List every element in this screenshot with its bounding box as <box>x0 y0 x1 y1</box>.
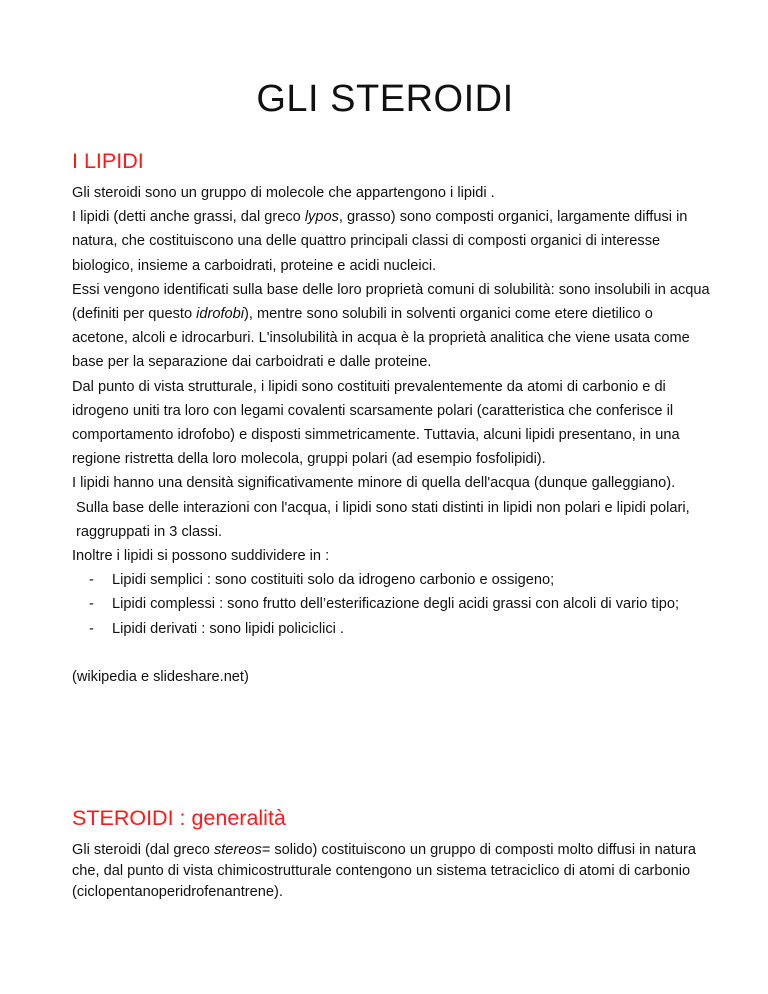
list-item-text: Lipidi complessi : sono frutto dell’esterificazione degli acidi grassi con alcoli di vario tipo; <box>112 596 680 613</box>
paragraph <box>72 278 712 375</box>
list-item-text: Lipidi semplici : sono costituiti solo da idrogeno carbonio e ossigeno; <box>112 572 555 589</box>
text-run: = solido) costituiscono un gruppo di composti molto diffusi in natura che, dal punto di vista chimicostrutturale contengono un sistema tetraciclico di atomi di carbonio (ciclopentanoperidrofenantrene). <box>72 842 696 900</box>
document-title: GLI STEROIDI <box>256 78 514 120</box>
italic-term: stereos <box>213 842 262 858</box>
list-dash: - <box>89 572 94 589</box>
list-dash: - <box>89 596 94 613</box>
text-run: I lipidi (detti anche grassi, dal greco <box>72 209 305 226</box>
list-dash: - <box>89 620 94 637</box>
text-run: ), mentre sono solubili in solventi organici come etere dietilico o acetone, alcoli e idrocarburi. L'insolubilità in acqua è la proprietà analitica che viene usata come base per la separazione dai carboidrati e dalle proteine. <box>72 306 690 371</box>
list-item <box>72 617 712 641</box>
section-heading-steroidi: STEROIDI : generalità <box>72 806 286 830</box>
paragraph: I lipidi hanno una densità significativamente minore di quella dell'acqua (dunque galleggiano). <box>72 475 676 492</box>
section-body-lipidi <box>72 181 712 689</box>
spacer <box>72 641 712 665</box>
text-run: Essi vengono identificati sulla base delle loro proprietà comuni di solubilità: sono insolubili in acqua (definiti per questo <box>72 281 710 323</box>
text-run: , grasso) sono composti organici, largamente diffusi in natura, che costituiscono una delle quattro principali classi di composti organici di interesse biologico, insieme a carboidrati, proteine e acidi nucleici. <box>72 209 688 274</box>
source-citation: (wikipedia e slideshare.net) <box>72 668 249 685</box>
paragraph: Gli steroidi sono un gruppo di molecole che appartengono i lipidi . <box>72 185 495 201</box>
paragraph: Inoltre i lipidi si possono suddividere in : <box>72 548 330 565</box>
paragraph: Dal punto di vista strutturale, i lipidi sono costituiti prevalentemente da atomi di carbonio e di idrogeno uniti tra loro con legami covalenti scarsamente polari (caratteristica che conferisce il comportamento idrofobo) e disposti simmetricamente. Tuttavia, alcuni lipidi presentano, in una regione ristretta della loro molecola, gruppi polari (ad esempio fosfolipidi). <box>72 378 680 468</box>
paragraph <box>72 840 712 903</box>
section-body-steroidi <box>72 840 712 903</box>
list-item-text: Lipidi derivati : sono lipidi policiclici . <box>112 620 344 637</box>
list-item <box>72 592 712 616</box>
paragraph <box>72 205 712 278</box>
italic-term: idrofobi <box>196 306 244 323</box>
paragraph: Sulla base delle interazioni con l'acqua, i lipidi sono stati distinti in lipidi non polari e lipidi polari, raggruppati in 3 classi. <box>76 499 690 540</box>
list-item <box>72 568 712 592</box>
italic-term: lypos <box>304 209 339 226</box>
section-heading-lipidi: I LIPIDI <box>72 149 144 173</box>
lipid-types-list <box>72 568 712 641</box>
text-run: Gli steroidi (dal greco <box>72 842 214 858</box>
